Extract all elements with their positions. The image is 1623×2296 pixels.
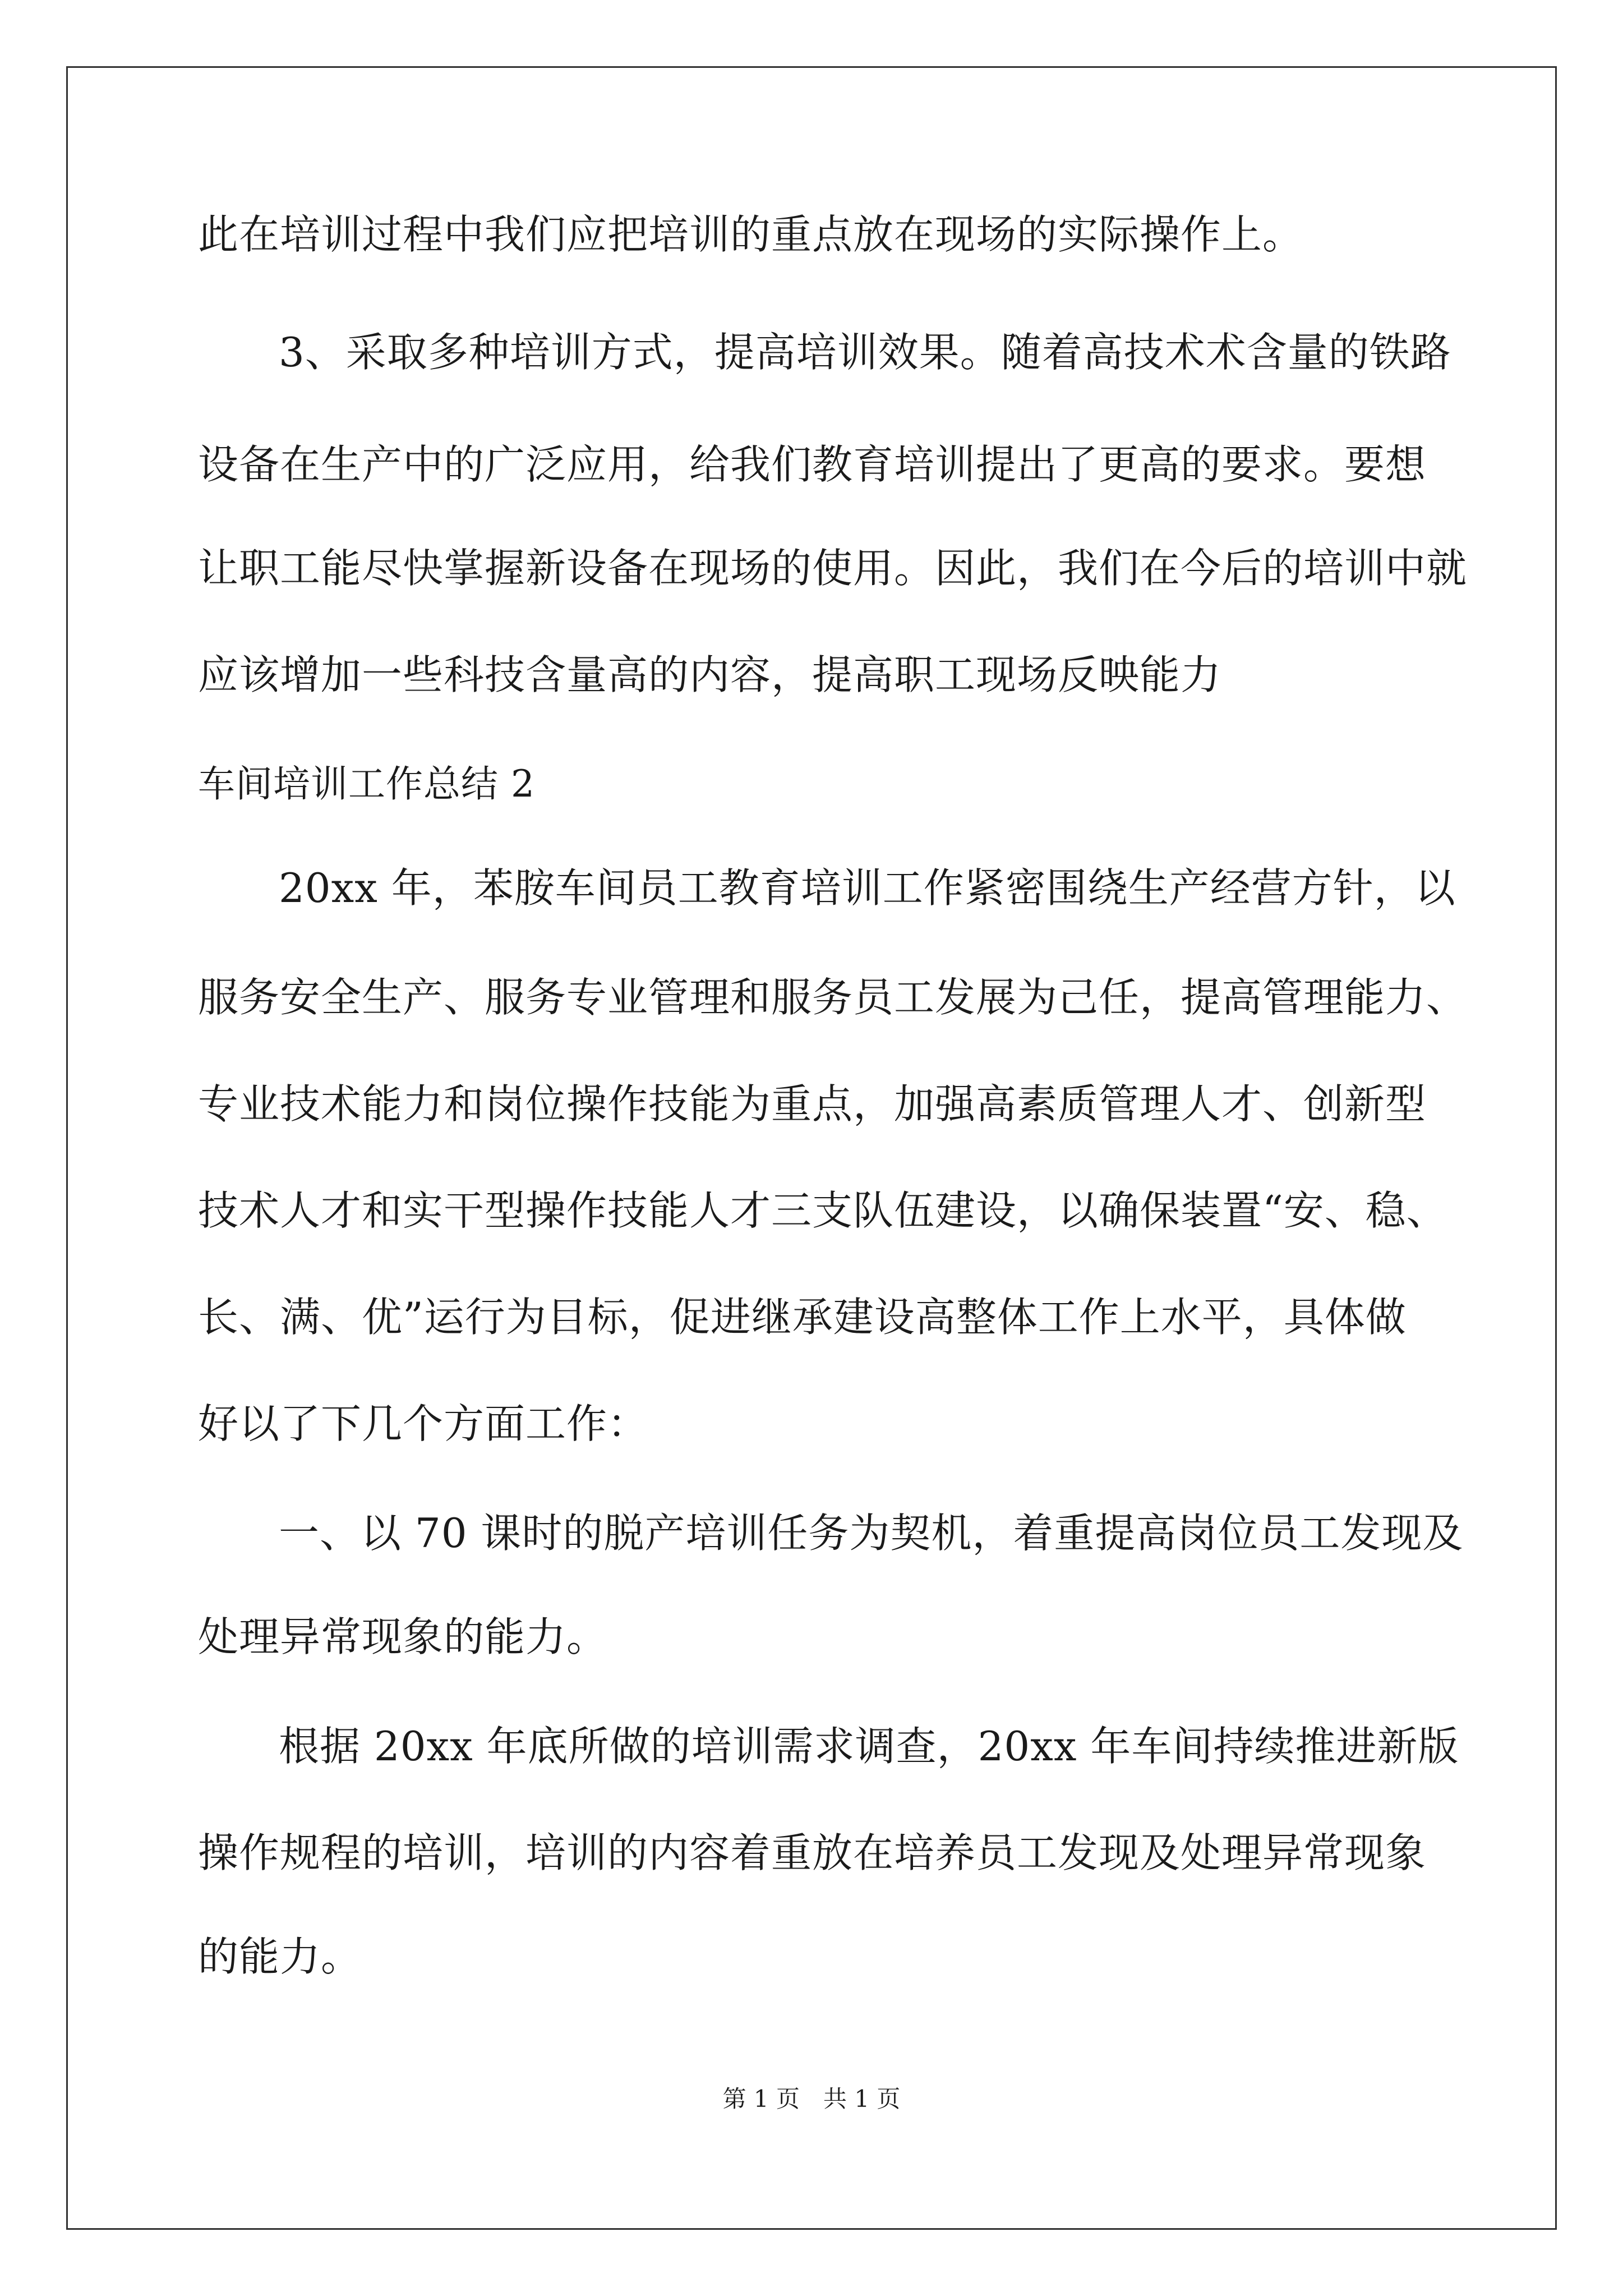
body-line-4: 让职工能尽快掌握新设备在现场的使用。因此，我们在今后的培训中就 bbox=[198, 545, 1468, 592]
body-line-7: 20xx 年，苯胺车间员工教育培训工作紧密围绕生产经营方针，以 bbox=[279, 864, 1456, 912]
page-number-footer: 第 1 页 共 1 页 bbox=[722, 2085, 901, 2113]
body-line-16: 操作规程的培训，培训的内容着重放在培养员工发现及处理异常现象 bbox=[198, 1829, 1427, 1876]
body-line-11: 长、满、优”运行为目标，促进继承建设高整体工作上水平，具体做 bbox=[198, 1294, 1407, 1341]
body-line-12: 好以了下几个方面工作： bbox=[198, 1400, 649, 1447]
body-line-14: 处理异常现象的能力。 bbox=[198, 1613, 608, 1660]
section-heading: 车间培训工作总结 2 bbox=[198, 762, 535, 806]
body-line-10: 技术人才和实干型操作技能人才三支队伍建设，以确保装置“安、稳、 bbox=[198, 1187, 1447, 1234]
body-line-2: 3、采取多种培训方式，提高培训效果。随着高技术术含量的铁路 bbox=[279, 329, 1451, 376]
body-line-5: 应该增加一些科技含量高的内容，提高职工现场反映能力 bbox=[198, 651, 1222, 698]
body-line-17: 的能力。 bbox=[198, 1933, 362, 1980]
body-line-13: 一、以 70 课时的脱产培训任务为契机，着重提高岗位员工发现及 bbox=[279, 1510, 1464, 1557]
body-line-8: 服务安全生产、服务专业管理和服务员工发展为己任，提高管理能力、 bbox=[198, 974, 1468, 1021]
page-border bbox=[66, 66, 1557, 2230]
body-line-1: 此在培训过程中我们应把培训的重点放在现场的实际操作上。 bbox=[198, 211, 1304, 258]
body-line-15: 根据 20xx 年底所做的培训需求调查，20xx 年车间持续推进新版 bbox=[279, 1723, 1459, 1770]
body-line-3: 设备在生产中的广泛应用，给我们教育培训提出了更高的要求。要想 bbox=[198, 441, 1427, 488]
body-line-9: 专业技术能力和岗位操作技能为重点，加强高素质管理人才、创新型 bbox=[198, 1080, 1427, 1128]
